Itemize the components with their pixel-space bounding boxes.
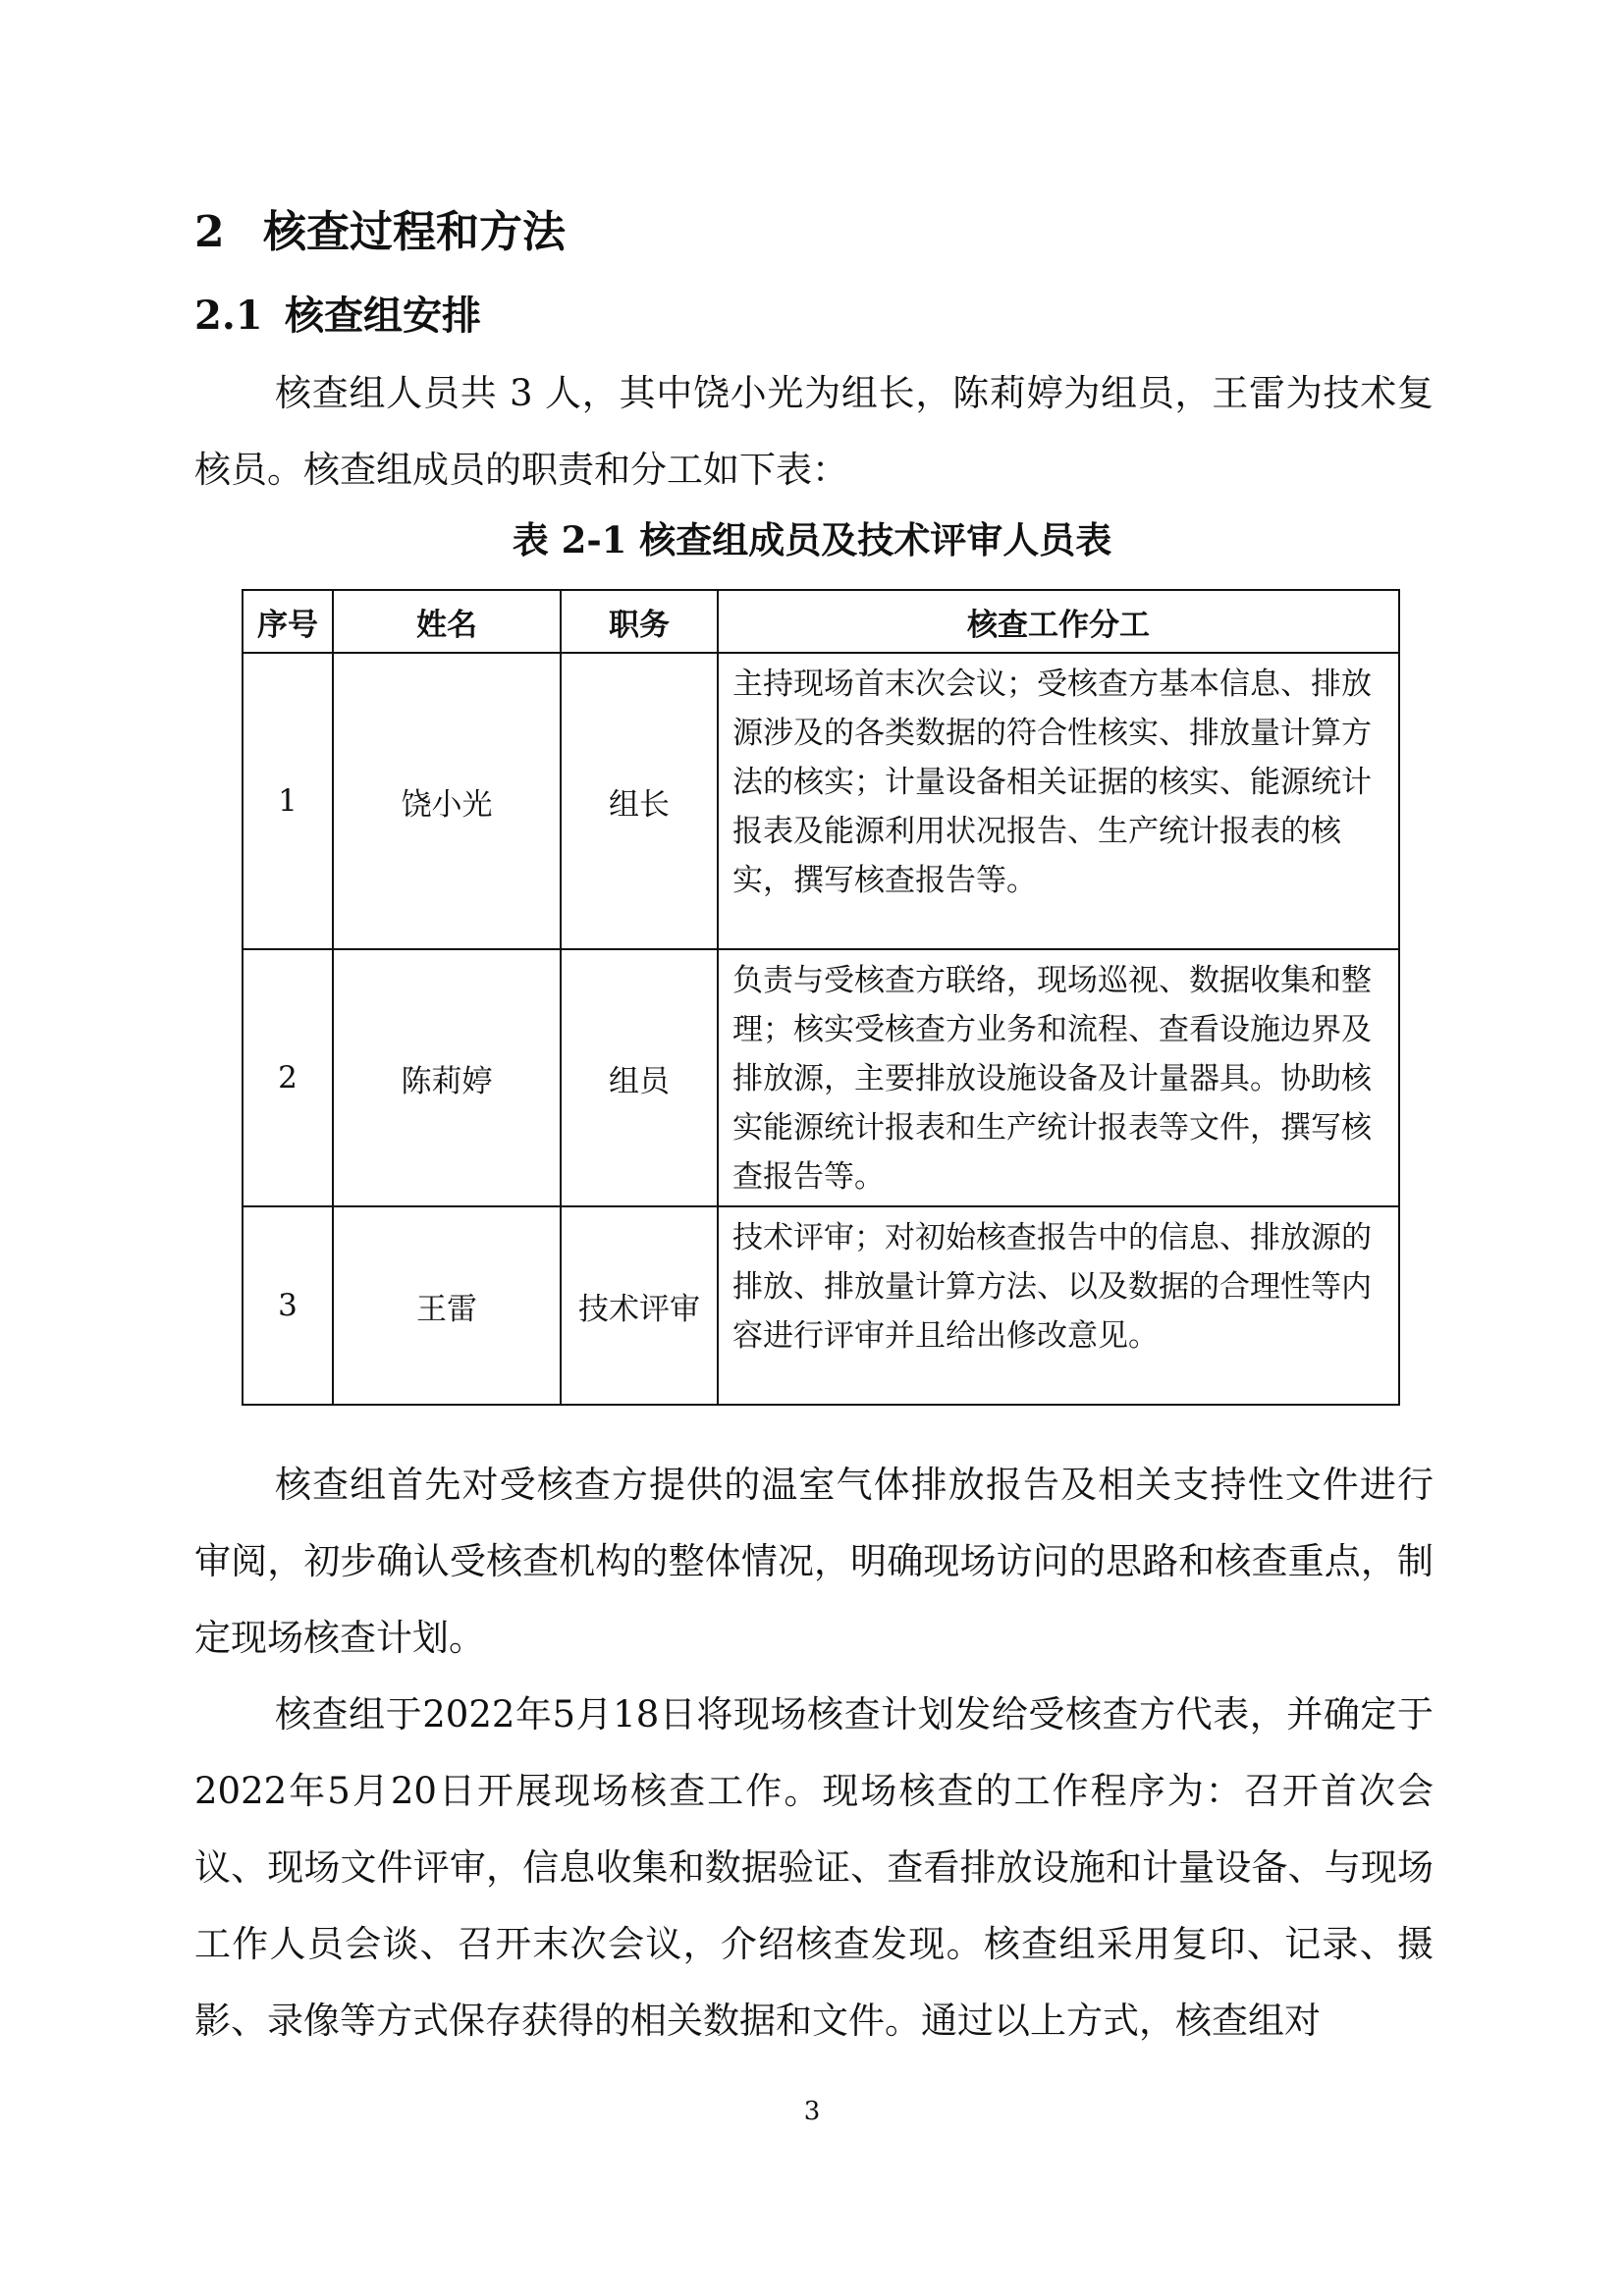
header-duty: 核查工作分工 [718,590,1399,653]
header-index: 序号 [243,590,333,653]
table-row [243,949,1399,1206]
intro-paragraph: 核查组人员共 3 人，其中饶小光为组长，陈莉婷为组员，王雷为技术复核员。核查组成员的职责和分工如下表： [194,372,1434,491]
cell-role: 组长 [561,653,718,949]
page-number: 3 [803,2097,821,2126]
cell-index: 2 [243,949,333,1206]
cell-duty: 负责与受核查方联络，现场巡视、数据收集和整理；核实受核查方业务和流程、查看设施边界及排放源，主要排放设施设备及计量器具。协助核实能源统计报表和生产统计报表等文件，撰写核查报告等。 [718,949,1399,1206]
section-heading [194,196,566,259]
cell-name: 饶小光 [333,653,561,949]
cell-name: 王雷 [333,1206,561,1405]
process-paragraph: 核查组于2022年5月18日将现场核查计划发给受核查方代表，并确定于2022年5月20日开展现场核查工作。现场核查的工作程序为：召开首次会议、现场文件评审，信息收集和数据验证、查看排放设施和计量设备、与现场工作人员会谈、召开末次会议，介绍核查发现。核查组采用复印、记录、摄影、录像等方式保存获得的相关数据和文件。通过以上方式，核查组对 [194,1693,1434,2042]
subsection-heading [194,285,481,341]
cell-name: 陈莉婷 [333,949,561,1206]
subsection-number: 2.1 [194,293,263,339]
table-row [243,1206,1399,1405]
team-table [242,589,1400,1406]
subsection-title: 核查组安排 [285,293,481,339]
header-role: 职务 [561,590,718,653]
cell-index: 3 [243,1206,333,1405]
table-header-row [243,590,1399,653]
table-row [243,653,1399,949]
cell-index: 1 [243,653,333,949]
cell-role: 技术评审 [561,1206,718,1405]
section-number: 2 [194,207,225,257]
cell-role: 组员 [561,949,718,1206]
header-name: 姓名 [333,590,561,653]
table-caption: 表 2-1 核查组成员及技术评审人员表 [512,518,1112,561]
cell-duty: 技术评审；对初始核查报告中的信息、排放源的排放、排放量计算方法、以及数据的合理性等内容进行评审并且给出修改意见。 [718,1206,1399,1405]
cell-duty: 主持现场首末次会议；受核查方基本信息、排放源涉及的各类数据的符合性核实、排放量计算方法的核实；计量设备相关证据的核实、能源统计报表及能源利用状况报告、生产统计报表的核实，撰写核查报告等。 [718,653,1399,949]
review-paragraph: 核查组首先对受核查方提供的温室气体排放报告及相关支持性文件进行审阅，初步确认受核查机构的整体情况，明确现场访问的思路和核查重点，制定现场核查计划。 [194,1464,1434,1659]
section-title: 核查过程和方法 [263,207,566,257]
